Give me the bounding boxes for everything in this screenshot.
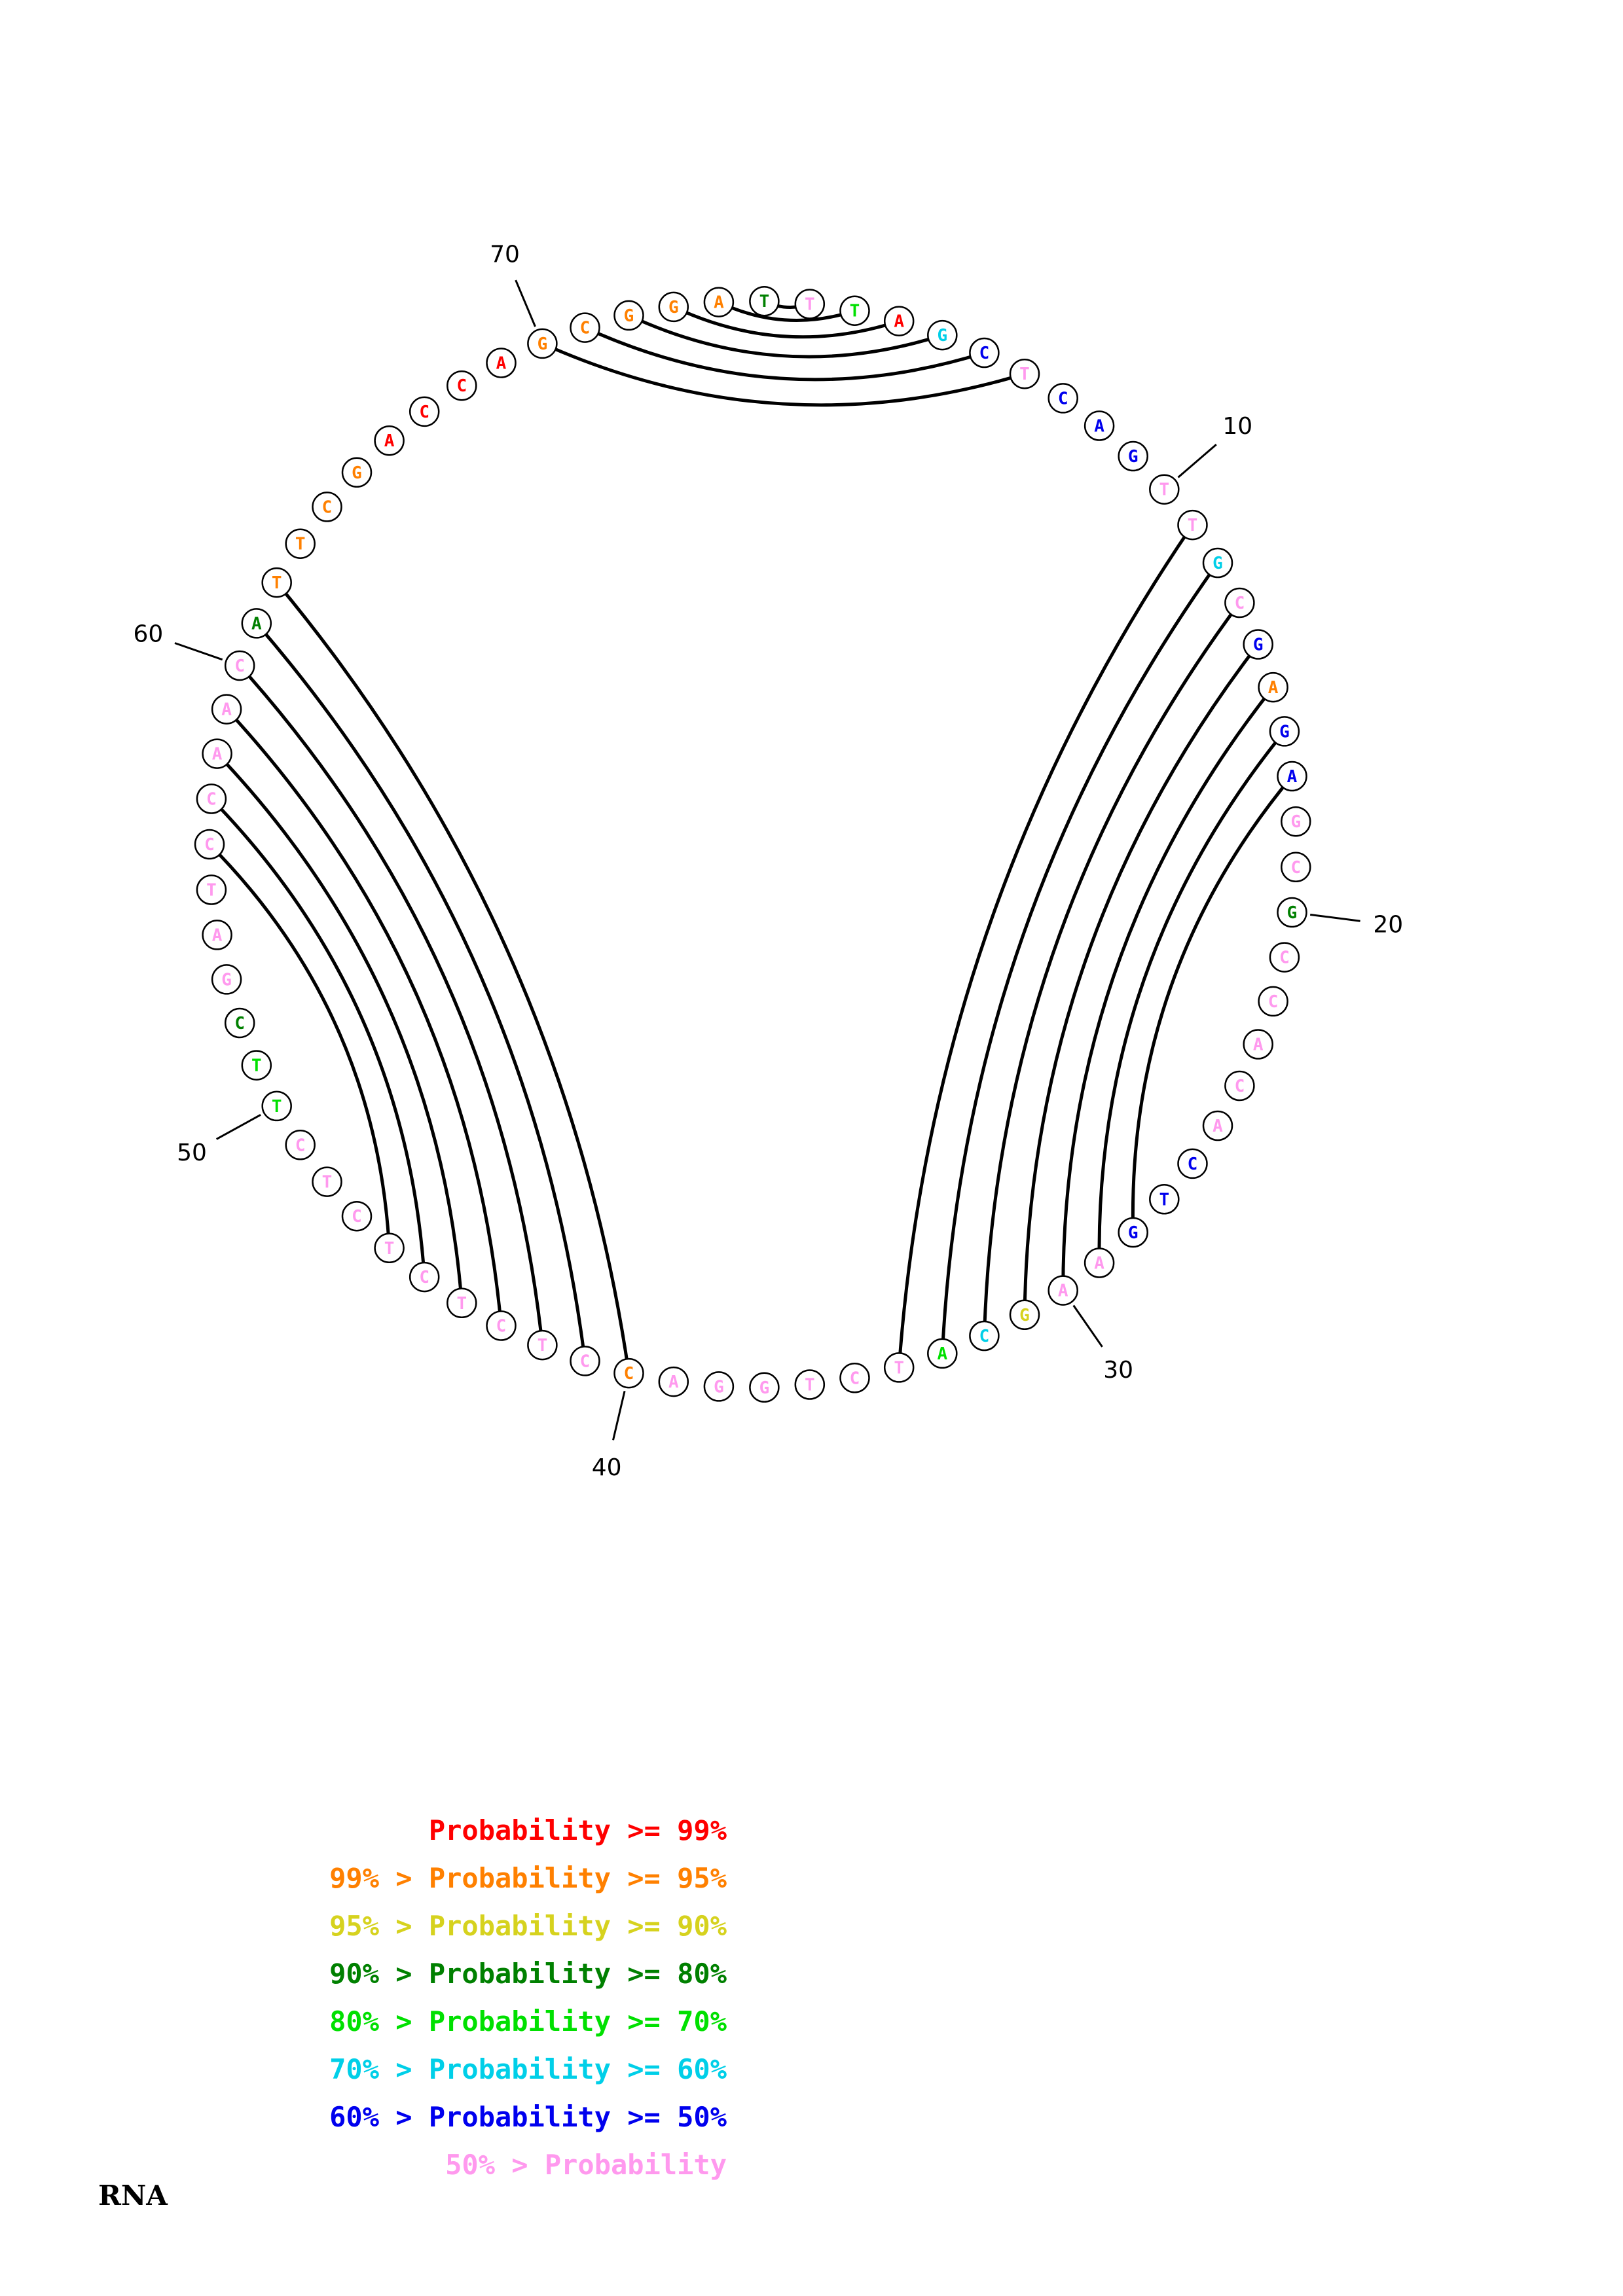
nucleotide-base-letter: C <box>579 318 591 338</box>
position-leader-line <box>613 1391 625 1440</box>
nucleotide-base-letter: C <box>206 789 217 810</box>
nucleotide-base-letter: A <box>251 614 262 634</box>
nucleotide-circles <box>195 287 1310 1402</box>
nucleotide-base-letter: T <box>1159 480 1170 500</box>
nucleotide-base-letter: T <box>759 292 770 312</box>
nucleotide-base-letter: A <box>714 293 724 313</box>
legend-label-5: 70% > Probability >= 60% <box>329 2053 727 2085</box>
nucleotide-base-letter: C <box>419 1268 430 1288</box>
nucleotide-base-letter: C <box>623 1364 634 1384</box>
nucleotide-base-letter: G <box>1127 447 1139 467</box>
nucleotide-base-letter: C <box>979 344 990 363</box>
base-pair-arc <box>719 302 855 321</box>
legend-item <box>98 1998 727 2045</box>
nucleotide-base-letter: T <box>894 1358 905 1378</box>
position-number: 10 <box>1222 413 1253 440</box>
nucleotide-base-letter: C <box>352 1207 362 1227</box>
position-leader-line <box>217 1115 261 1139</box>
nucleotide-base-letter: C <box>579 1352 591 1372</box>
nucleotide-base-letter: C <box>1267 992 1279 1012</box>
position-leader-line <box>1074 1306 1103 1347</box>
base-pair-arc <box>942 563 1218 1354</box>
legend-item <box>98 1854 727 1902</box>
legend-item <box>98 1950 727 1998</box>
nucleotide-base-letter: G <box>714 1377 724 1397</box>
position-leader-line <box>1310 915 1360 922</box>
legend-item <box>98 2045 727 2093</box>
nucleotide-base-letter: G <box>1019 1305 1030 1325</box>
nucleotide-base-letter: T <box>206 880 217 901</box>
base-pair-arc <box>211 799 424 1278</box>
legend-item <box>98 2141 727 2189</box>
nucleotide-base-letter: T <box>384 1238 395 1259</box>
nucleotide-base-letter: C <box>496 1316 507 1336</box>
legend-item <box>98 2093 727 2141</box>
nucleotide-base-letter: T <box>271 1096 282 1117</box>
nucleotide-base-letter: G <box>1127 1223 1139 1243</box>
nucleotide-base-letter: G <box>1252 635 1264 655</box>
nucleotide-base-letter: A <box>211 744 223 764</box>
nucleotide-base-letter: T <box>537 1336 548 1356</box>
position-number: 50 <box>177 1139 207 1167</box>
nucleotide-base-letter: T <box>804 295 815 315</box>
probability-legend <box>98 1806 753 2189</box>
legend-item <box>98 1902 727 1950</box>
legend-label-2: 95% > Probability >= 90% <box>329 1910 727 1942</box>
nucleotide-base-letter: T <box>271 573 282 594</box>
position-number: 20 <box>1373 911 1404 939</box>
position-number: 30 <box>1103 1357 1134 1384</box>
position-number: 40 <box>591 1454 622 1482</box>
nucleotide-base-letter: C <box>419 402 430 422</box>
rna-title: RNA <box>98 2179 168 2212</box>
nucleotide-base-letter: A <box>894 312 905 332</box>
nucleotide-base-letter: C <box>204 835 215 855</box>
nucleotide-base-letter: T <box>1159 1190 1170 1210</box>
nucleotide-base-letter: A <box>1213 1117 1223 1136</box>
position-leader-lines <box>175 280 1360 1440</box>
nucleotide-base-letter: A <box>384 431 395 452</box>
nucleotide-base-letter: T <box>1019 365 1030 385</box>
nucleotide-base-letter: C <box>1057 389 1068 409</box>
nucleotide-base-letter: C <box>234 1014 246 1033</box>
nucleotide-base-letter: G <box>623 306 634 326</box>
nucleotide-base-letter: G <box>1286 903 1298 923</box>
nucleotide-base-letter: G <box>221 970 232 990</box>
legend-label-6: 60% > Probability >= 50% <box>329 2101 727 2133</box>
nucleotide-base-letter: C <box>295 1136 306 1156</box>
nucleotide-base-letter: G <box>1290 812 1302 833</box>
nucleotide-base-letter: C <box>849 1369 860 1389</box>
nucleotide-base-letter: C <box>1234 1077 1245 1096</box>
nucleotide-base-letter: A <box>211 925 223 946</box>
base-pair-arc <box>277 583 629 1373</box>
base-pair-arc <box>899 525 1192 1367</box>
position-number: 60 <box>133 620 164 648</box>
nucleotide-base-letter: C <box>1290 857 1302 878</box>
nucleotide-base-letter: C <box>1234 594 1245 613</box>
nucleotide-base-letter: T <box>804 1375 815 1395</box>
position-leader-line <box>1178 444 1216 477</box>
position-numbers <box>133 241 1403 1481</box>
nucleotide-base-letter: A <box>937 1344 948 1364</box>
nucleotide-base-letter: A <box>1267 678 1279 698</box>
position-leader-line <box>516 280 536 327</box>
legend-label-3: 90% > Probability >= 80% <box>329 1958 727 1990</box>
legend-item <box>98 1806 727 1854</box>
legend-label-4: 80% > Probability >= 70% <box>329 2005 727 2037</box>
nucleotide-base-letter: A <box>221 700 232 720</box>
nucleotide-base-letter: A <box>1252 1035 1264 1055</box>
nucleotide-base-letter: C <box>321 497 333 518</box>
nucleotide-base-letter: G <box>759 1378 770 1398</box>
nucleotide-base-letter: G <box>937 326 948 346</box>
nucleotide-base-letter: C <box>234 656 246 676</box>
nucleotide-base-letter: A <box>1286 767 1298 787</box>
nucleotide-base-letter: C <box>1279 948 1290 968</box>
nucleotide-base-letter: T <box>1187 516 1198 536</box>
nucleotide-base-letter: A <box>668 1372 679 1393</box>
nucleotide-base-letter: T <box>251 1056 262 1076</box>
nucleotide-base-letter: T <box>321 1172 333 1193</box>
nucleotide-base-letter: T <box>295 534 306 554</box>
nucleotide-base-letter: A <box>1094 1253 1104 1274</box>
nucleotide-base-letter: A <box>1094 416 1104 437</box>
base-pair-arc <box>542 344 1025 405</box>
position-leader-line <box>175 643 223 660</box>
nucleotide-base-letter: G <box>1279 722 1290 742</box>
base-pair-arc <box>1025 645 1258 1315</box>
nucleotide-base-letter: A <box>496 353 507 374</box>
base-pair-arc <box>984 603 1239 1336</box>
nucleotide-base-letter: T <box>456 1293 467 1314</box>
nucleotide-base-letter: C <box>979 1327 990 1346</box>
base-pair-arc <box>1099 731 1285 1263</box>
position-number: 70 <box>490 241 520 268</box>
nucleotide-base-letter: C <box>456 376 467 397</box>
legend-label-1: 99% > Probability >= 95% <box>329 1862 727 1894</box>
nucleotide-base-letter: T <box>849 301 860 321</box>
nucleotide-base-letter: G <box>537 334 548 354</box>
nucleotide-base-letter: G <box>352 463 362 483</box>
nucleotide-base-letter: A <box>1057 1281 1068 1301</box>
nucleotide-base-letter: G <box>668 297 679 317</box>
nucleotide-base-letter: C <box>1187 1154 1198 1174</box>
nucleotide-base-letter: G <box>1213 554 1223 573</box>
legend-label-7: 50% > Probability <box>445 2149 727 2181</box>
legend-label-0: Probability >= 99% <box>428 1814 727 1846</box>
